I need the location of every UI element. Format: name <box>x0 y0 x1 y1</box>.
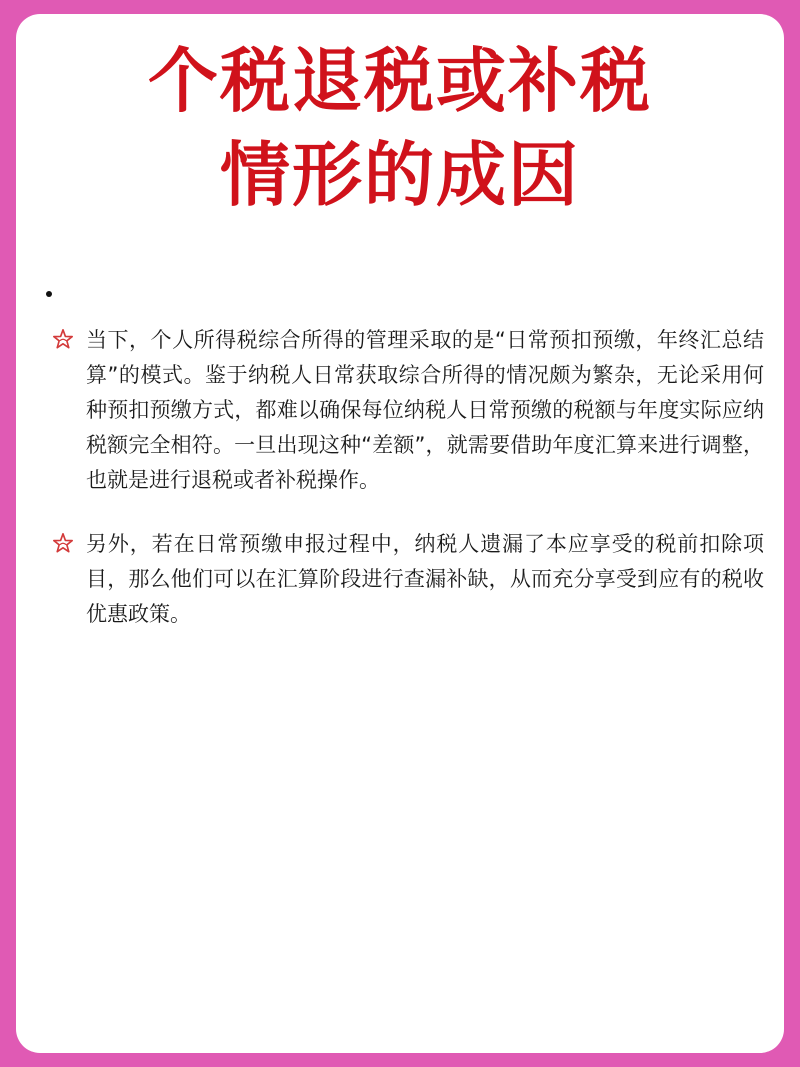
bullet-dot <box>46 291 52 297</box>
paragraph-1: 当下，个人所得税综合所得的管理采取的是“日常预扣预缴，年终汇总结算”的模式。鉴于纳税人日常获取综合所得的情况颇为繁杂，无论采用何种预扣预缴方式，都难以确保每位纳税人日常预缴的税额与年度实际应纳税额完全相符。一旦出现这种“差额”，就需要借助年度汇算来进行调整，也就是进行退税或者补税操作。 <box>86 328 764 492</box>
star-icon <box>52 532 74 554</box>
page-title-line-1: 个税退税或补税 <box>148 40 652 122</box>
paragraph-2: 另外，若在日常预缴申报过程中，纳税人遗漏了本应享受的税前扣除项目，那么他们可以在汇算阶段进行查漏补缺，从而充分享受到应有的税收优惠政策。 <box>86 532 764 626</box>
star-icon <box>52 328 74 350</box>
page-title-line-2: 情形的成因 <box>220 134 580 216</box>
content-card <box>16 14 784 1053</box>
